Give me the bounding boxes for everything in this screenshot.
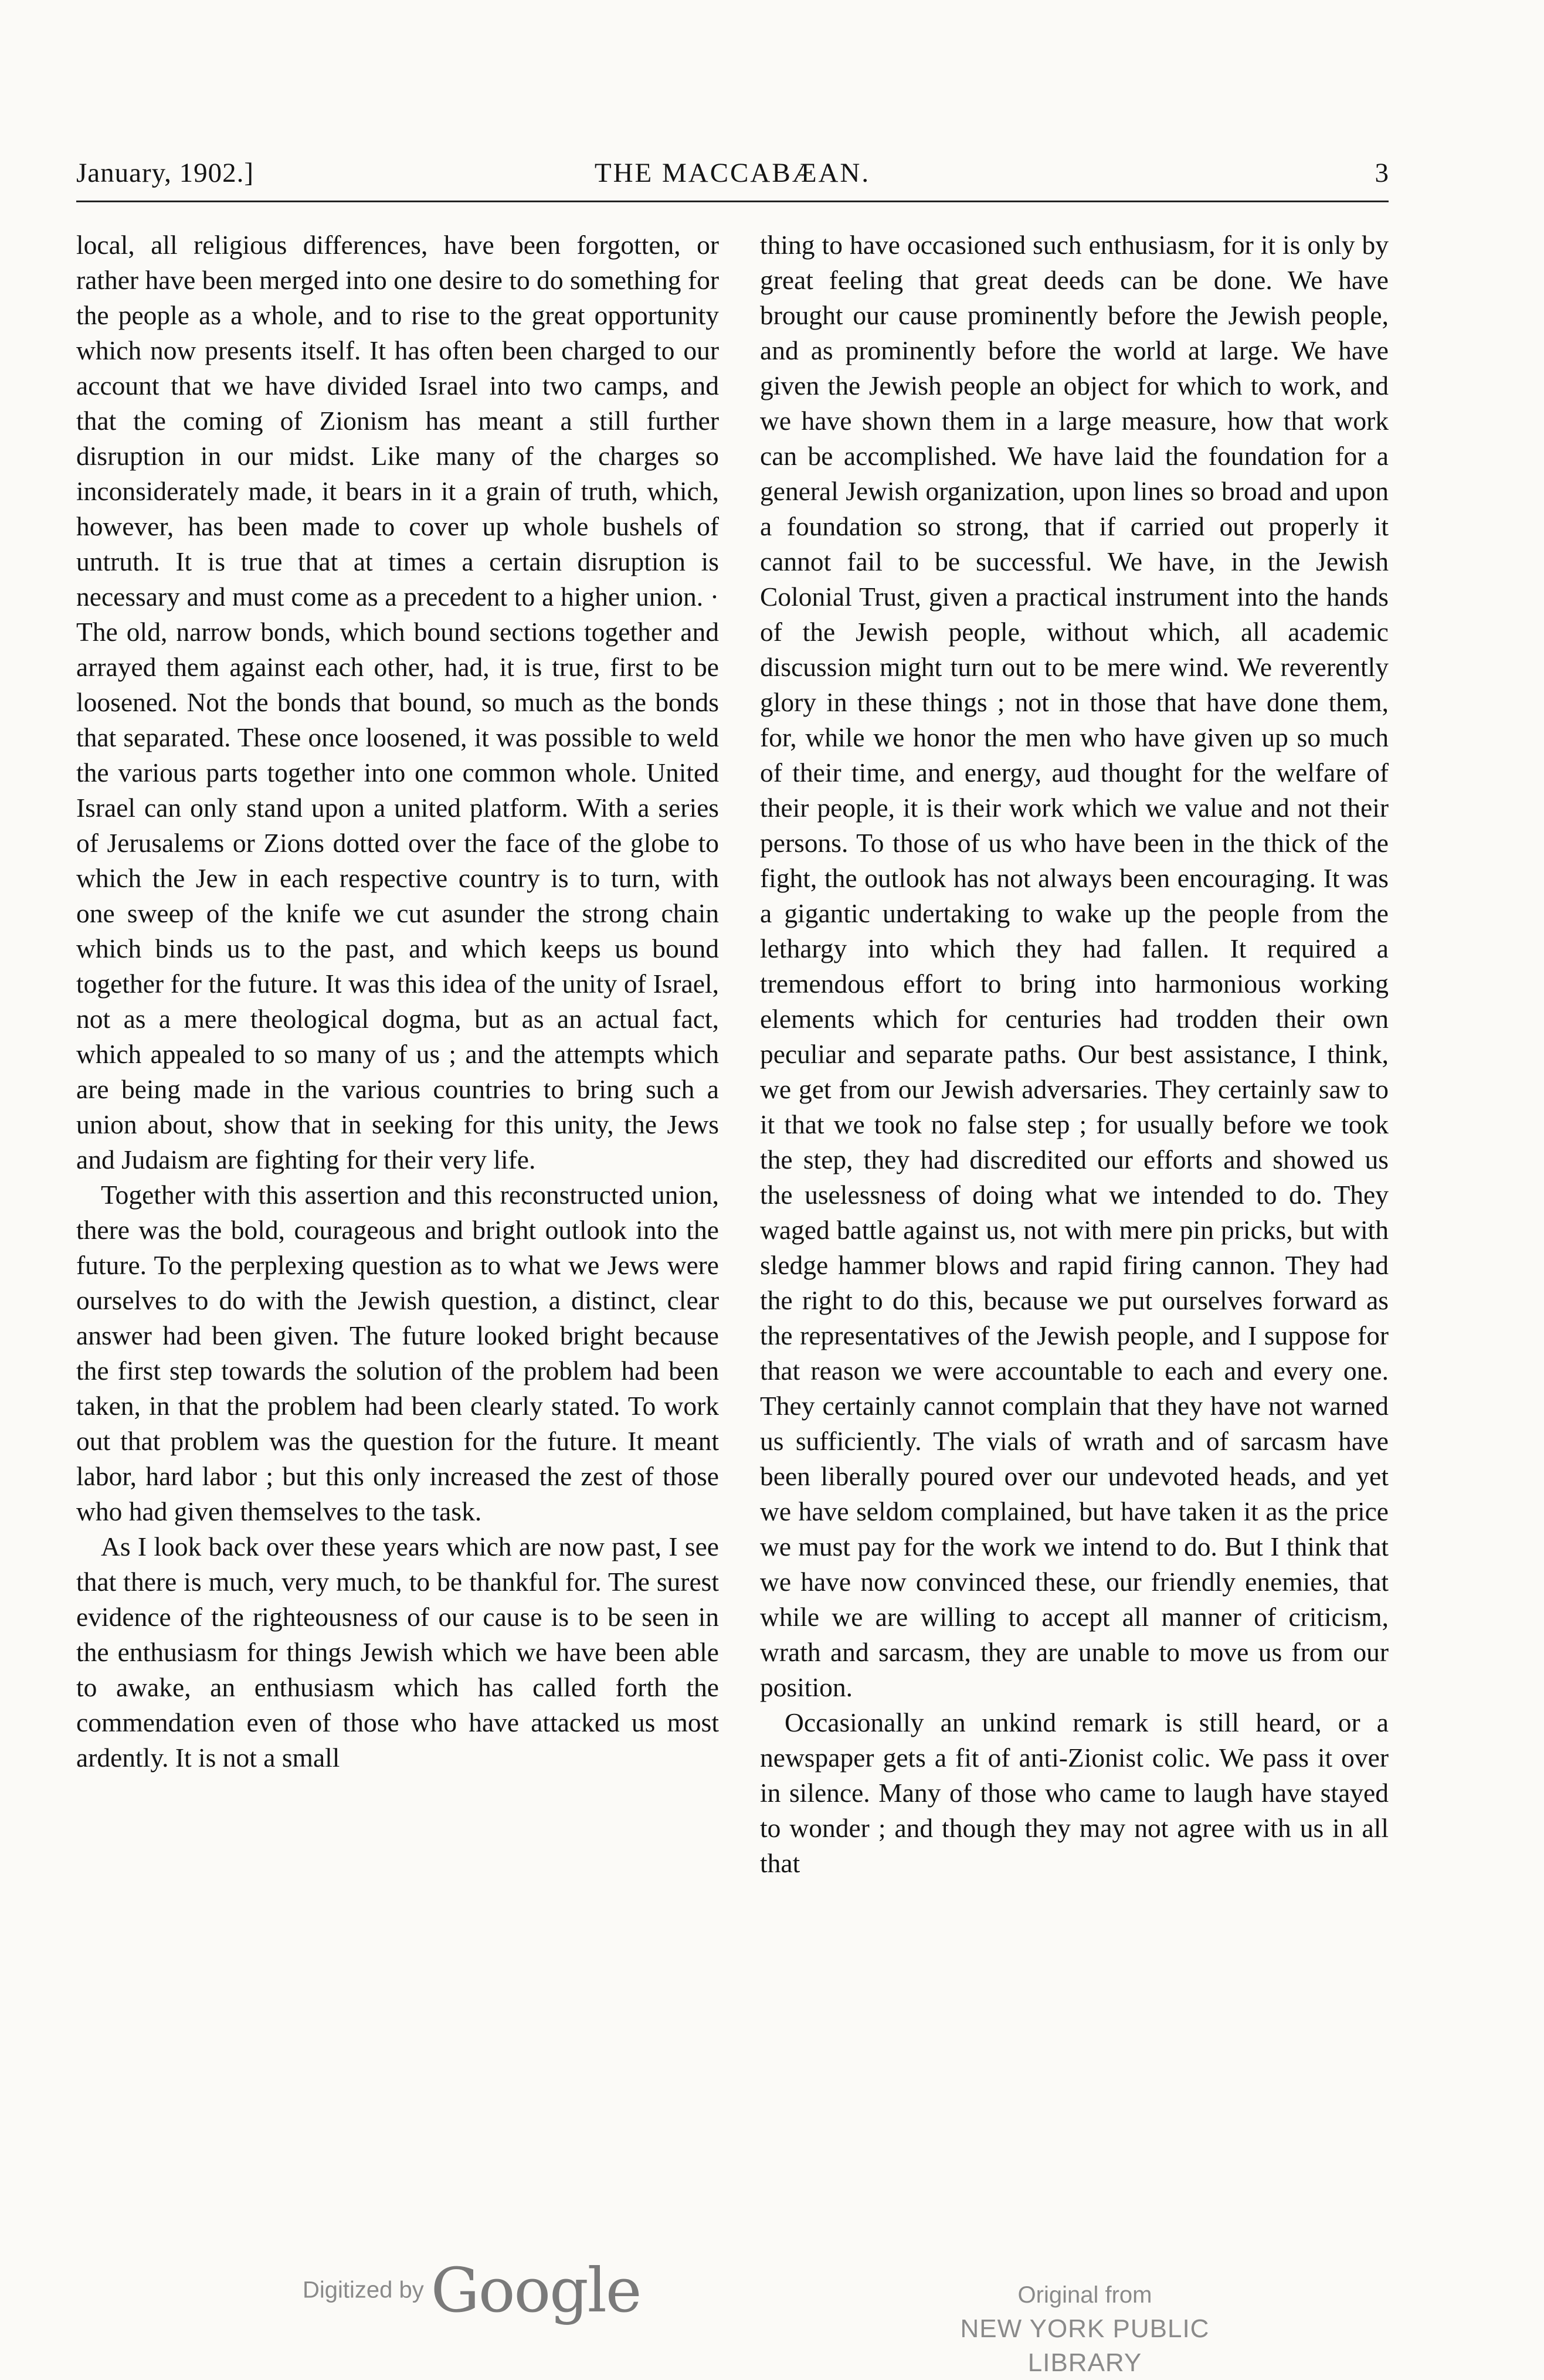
paragraph: thing to have occasioned such enthusiasm, for it is only by great feeling that great deeds can be done. We have brought our cause prominently before the Jewish people, and as prominently before the world at large. We have given the Jewish people an object for which to work, and we have shown them in a large measure, how that work can be accomplished. We have laid the foundation for a general Jewish organization, upon lines so broad and upon a foundation so strong, that if carried out properly it cannot fail to be successful. We have, in the Jewish Colonial Trust, given a practical instrument into the hands of the Jewish people, without which, all academic discussion might turn out to be mere wind. We reverently glory in these things ; not in those that have done them, for, while we honor the men who have given up so much of their time, and energy, aud thought for the welfare of their people, it is their work which we value and not their persons. To those of us who have been in the thick of the fight, the outlook has not always been encouraging. It was a gigantic undertaking to wake up the people from the lethargy into which they had fallen. It required a tremendous effort to bring into harmonious working elements which for centuries had trodden their own peculiar and separate paths. Our best assistance, I think, we get from our Jewish adversaries. They certainly saw to it that we took no false step ; for usually before we took the step, they had discredited our efforts and showed us the uselessness of doing what we intended to do. They waged battle against us, not with mere pin pricks, but with sledge hammer blows and rapid firing cannon. They had the right to do this, because we put ourselves forward as the representatives of the Jewish people, and I suppose for that reason we were accountable to each and every one. They certainly cannot complain that they have not warned us sufficiently. The vials of wrath and of sarcasm have been liberally poured over our undevoted heads, and yet we have seldom complained, but have taken it as the price we must pay for the work we intend to do. But I think that we have now convinced these, our friendly enemies, that while we are willing to accept all manner of criticism, wrath and sarcasm, they are unable to move us from our position. bbox=[760, 230, 1389, 1702]
google-logo: Google bbox=[430, 2255, 641, 2326]
paragraph: Together with this assertion and this reconstructed union, there was the bold, courageous and bright outlook into the future. To the perplexing question as to what we Jews were ourselves to do with the Jewish question, a distinct, clear answer had been given. The future looked bright because the first step towards the solution of the problem had been taken, in that the problem had been clearly stated. To work out that problem was the question for the future. It meant labor, hard labor ; but this only increased the zest of those who had given themselves to the task. bbox=[76, 1180, 719, 1526]
library-name: NEW YORK PUBLIC LIBRARY bbox=[960, 2314, 1210, 2377]
digitized-by-label: Digitized by bbox=[303, 2277, 424, 2303]
issue-date: January, 1902.] bbox=[76, 158, 254, 188]
original-from-label: Original from bbox=[1017, 2282, 1152, 2308]
journal-title: THE MACCABÆAN. bbox=[594, 158, 871, 188]
left-column bbox=[76, 228, 719, 1775]
header-rule bbox=[76, 201, 1389, 202]
paragraph: Occasionally an unkind remark is still heard, or a newspaper gets a fit of anti-Zionist colic. We pass it over in silence. Many of those who came to laugh have stayed to wonder ; and though they may not agree with us in all that bbox=[760, 1707, 1389, 1878]
paragraph: local, all religious differences, have been forgotten, or rather have been merged into one desire to do something for the people as a whole, and to rise to the great opportunity which now presents itself. It has often been charged to our account that we have divided Israel into two camps, and that the coming of Zionism has meant a still further disruption in our midst. Like many of the charges so inconsiderately made, it bears in it a grain of truth, which, however, has been made to cover up whole bushels of untruth. It is true that at times a certain disruption is necessary and must come as a precedent to a higher union. · The old, narrow bonds, which bound sections together and arrayed them against each other, had, it is true, first to be loosened. Not the bonds that bound, so much as the bonds that separated. These once loosened, it was possible to weld the various parts together into one common whole. United Israel can only stand upon a united platform. With a series of Jerusalems or Zions dotted over the face of the globe to which the Jew in each respective country is to turn, with one sweep of the knife we cut asunder the strong chain which binds us to the past, and which keeps us bound together for the future. It was this idea of the unity of Israel, not as a mere theological dogma, but as an actual fact, which appealed to so many of us ; and the attempts which are being made in the various countries to bring such a union about, show that in seeking for this unity, the Jews and Judaism are fighting for their very life. bbox=[76, 230, 719, 1174]
paragraph: As I look back over these years which are now past, I see that there is much, very much, to be thankful for. The surest evidence of the righteousness of our cause is to be seen in the enthusiasm for things Jewish which we have been able to awake, an enthusiasm which has called forth the commendation even of those who have attacked us most ardently. It is not a small bbox=[76, 1532, 719, 1773]
running-header bbox=[76, 157, 1389, 195]
page-number: 3 bbox=[1375, 158, 1389, 188]
digitized-by-watermark bbox=[303, 2255, 640, 2326]
original-source-watermark bbox=[903, 2278, 1267, 2380]
right-column bbox=[760, 228, 1389, 1881]
